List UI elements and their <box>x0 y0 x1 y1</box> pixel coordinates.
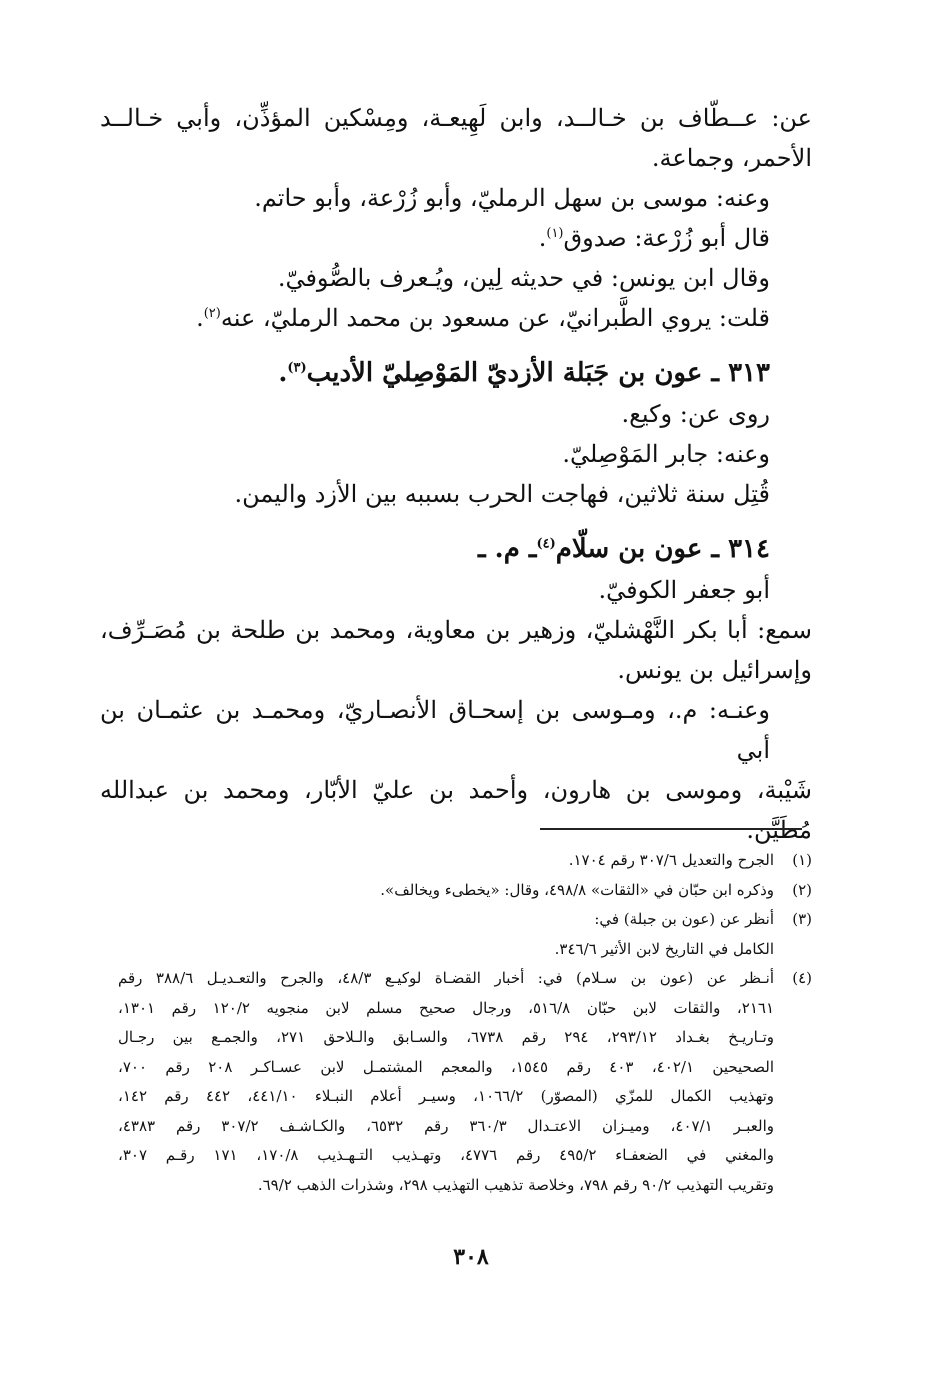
footnote-line: وذكره ابن حبّان في «الثقات» ٤٩٨/٨، وقال: «يخطىء ويخالف». <box>380 880 774 899</box>
footnote-ref: (٣) <box>287 360 307 376</box>
text-line: روى عن: وكيع. <box>621 400 770 428</box>
footnote-number: (٤) <box>792 969 812 987</box>
text-line: وعنه: موسى بن سهل الرمليّ، وأبو زُرْعة، وأبو حاتم. <box>254 184 770 212</box>
footnote-line: وتقريب التهذيب ٩٠/٢ رقم ٧٩٨، وخلاصة تذهيب التهذيب ٢٩٨، وشذرات الذهب ٦٩/٢. <box>257 1175 774 1194</box>
heading-text: ٣١٤ ـ عون بن سلّام <box>555 534 770 564</box>
footnote-number: (١) <box>792 851 812 869</box>
page-number: ٣٠٨ <box>453 1244 489 1270</box>
text-fragment: قال أبو زُرْعة: صدوق <box>563 224 770 252</box>
footnote <box>118 964 812 1200</box>
period: . <box>196 304 204 332</box>
footnote <box>118 846 812 876</box>
footnote-ref: (١) <box>546 226 564 241</box>
footnote-text <box>118 876 774 906</box>
heading-suffix: ـ م. ـ <box>478 534 537 564</box>
text-line: عن: عــطّاف بن خـالــد، وابن لَهِيعـة، ومِسْكين المؤذِّن، وأبي خـالــد <box>100 104 812 132</box>
text-line: الأحمر، وجماعة. <box>651 144 812 172</box>
entry-heading-314 <box>100 528 812 570</box>
text-line: سمع: أبا بكر النَّهْشليّ، وزهير بن معاوية، ومحمد بن طلحة بن مُصَـرِّف، <box>100 616 812 644</box>
footnote-line: الكامل في التاريخ لابن الأثير ٣٤٦/٦. <box>554 939 774 958</box>
period: . <box>538 224 547 252</box>
text-line: قُتِل سنة ثلاثين، فهاجت الحرب بسببه بين الأزد واليمن. <box>234 480 770 508</box>
footnote-text <box>118 846 774 876</box>
footnote <box>118 876 812 906</box>
footnote-text <box>118 964 774 1200</box>
footnote-ref: (٢) <box>203 306 221 321</box>
text-fragment: قلت: يروي الطَّبرانيّ، عن مسعود بن محمد الرمليّ، عنه <box>220 304 770 332</box>
text-line: وإسرائيل بن يونس. <box>617 656 812 684</box>
text-line <box>100 298 812 338</box>
text-line: أبو جعفر الكوفيّ. <box>598 576 770 604</box>
footnote-line: ٢١٦١، والثقات لابن حبّان ٥١٦/٨، ورجال صحيح مسلم لابن منجويه ١٢٠/٢ رقم ١٣٠١، <box>118 998 775 1017</box>
footnote-line: وتهذيب الكمال للمزّي (المصوّر) ١٠٦٦/٢، وسيـر أعلام النبـلاء ٤٤١/١٠، ٤٤٢ رقم ١٤٢، <box>118 1087 775 1105</box>
footnote-number: (٢) <box>792 880 812 899</box>
text-line: وعنه: جابر المَوْصِليّ. <box>562 440 770 468</box>
footnote-line: وتـاريـخ بغـداد ٢٩٣/١٢، ٢٩٤ رقم ٦٧٣٨، والسـابق والـلاحق ٢٧١، والجمـع بين رجـال <box>118 1028 774 1046</box>
footnote-line: الجرح والتعديل ٣٠٧/٦ رقم ١٧٠٤. <box>568 851 774 869</box>
footnote-ref: (٤) <box>536 536 556 552</box>
footnote-line: والمغني في الضعفـاء ٤٩٥/٢ رقم ٤٧٧٦، وتهـذيب التـهـذيب ١٧٠/٨، ١٧١ رقـم ٣٠٧، <box>118 1146 775 1164</box>
footnote-line: أنظر عن (عون بن جبلة) في: <box>594 910 774 928</box>
footnote-text <box>118 905 774 964</box>
footnote-line: الصحيحين ٤٠٢/١، ٤٠٣ رقم ١٥٤٥، والمعجم المشتمـل لابن عسـاكـر ٢٠٨ رقم ٧٠٠، <box>118 1057 774 1076</box>
main-text <box>100 98 812 850</box>
text-line: شَيْبة، وموسى بن هارون، وأحمد بن عليّ الأبّار، ومحمد بن عبدالله مُطَيَّن. <box>100 776 812 844</box>
text-line: وعنـه: م.، ومـوسى بن إسحـاق الأنصـاريّ، ومحمـد بن عثمـان بن أبي <box>100 696 770 764</box>
footnote-line: والعبـر ٤٠٧/١، وميـزان الاعتـدال ٣٦٠/٣ رقم ٦٥٣٢، والكـاشـف ٣٠٧/٢ رقم ٤٣٨٣، <box>118 1116 775 1135</box>
period: . <box>278 358 288 388</box>
footnote <box>118 905 812 964</box>
footnote-number: (٣) <box>792 910 812 928</box>
text-line: وقال ابن يونس: في حديثه لِين، ويُـعرف بالصُّوفيّ. <box>277 264 770 292</box>
entry-heading-313 <box>100 352 812 394</box>
footnotes <box>118 846 812 1200</box>
heading-text: ٣١٣ ـ عون بن جَبَلة الأزديّ المَوْصِليّ الأديب <box>306 358 770 388</box>
text-line <box>100 218 812 258</box>
footnote-separator <box>540 828 802 830</box>
footnote-line: أنـظر عن (عون بن سـلام) في: أخبار القضـاة لوكيـع ٤٨/٣، والجرح والتعـديـل ٣٨٨/٦ رقم <box>118 969 774 987</box>
